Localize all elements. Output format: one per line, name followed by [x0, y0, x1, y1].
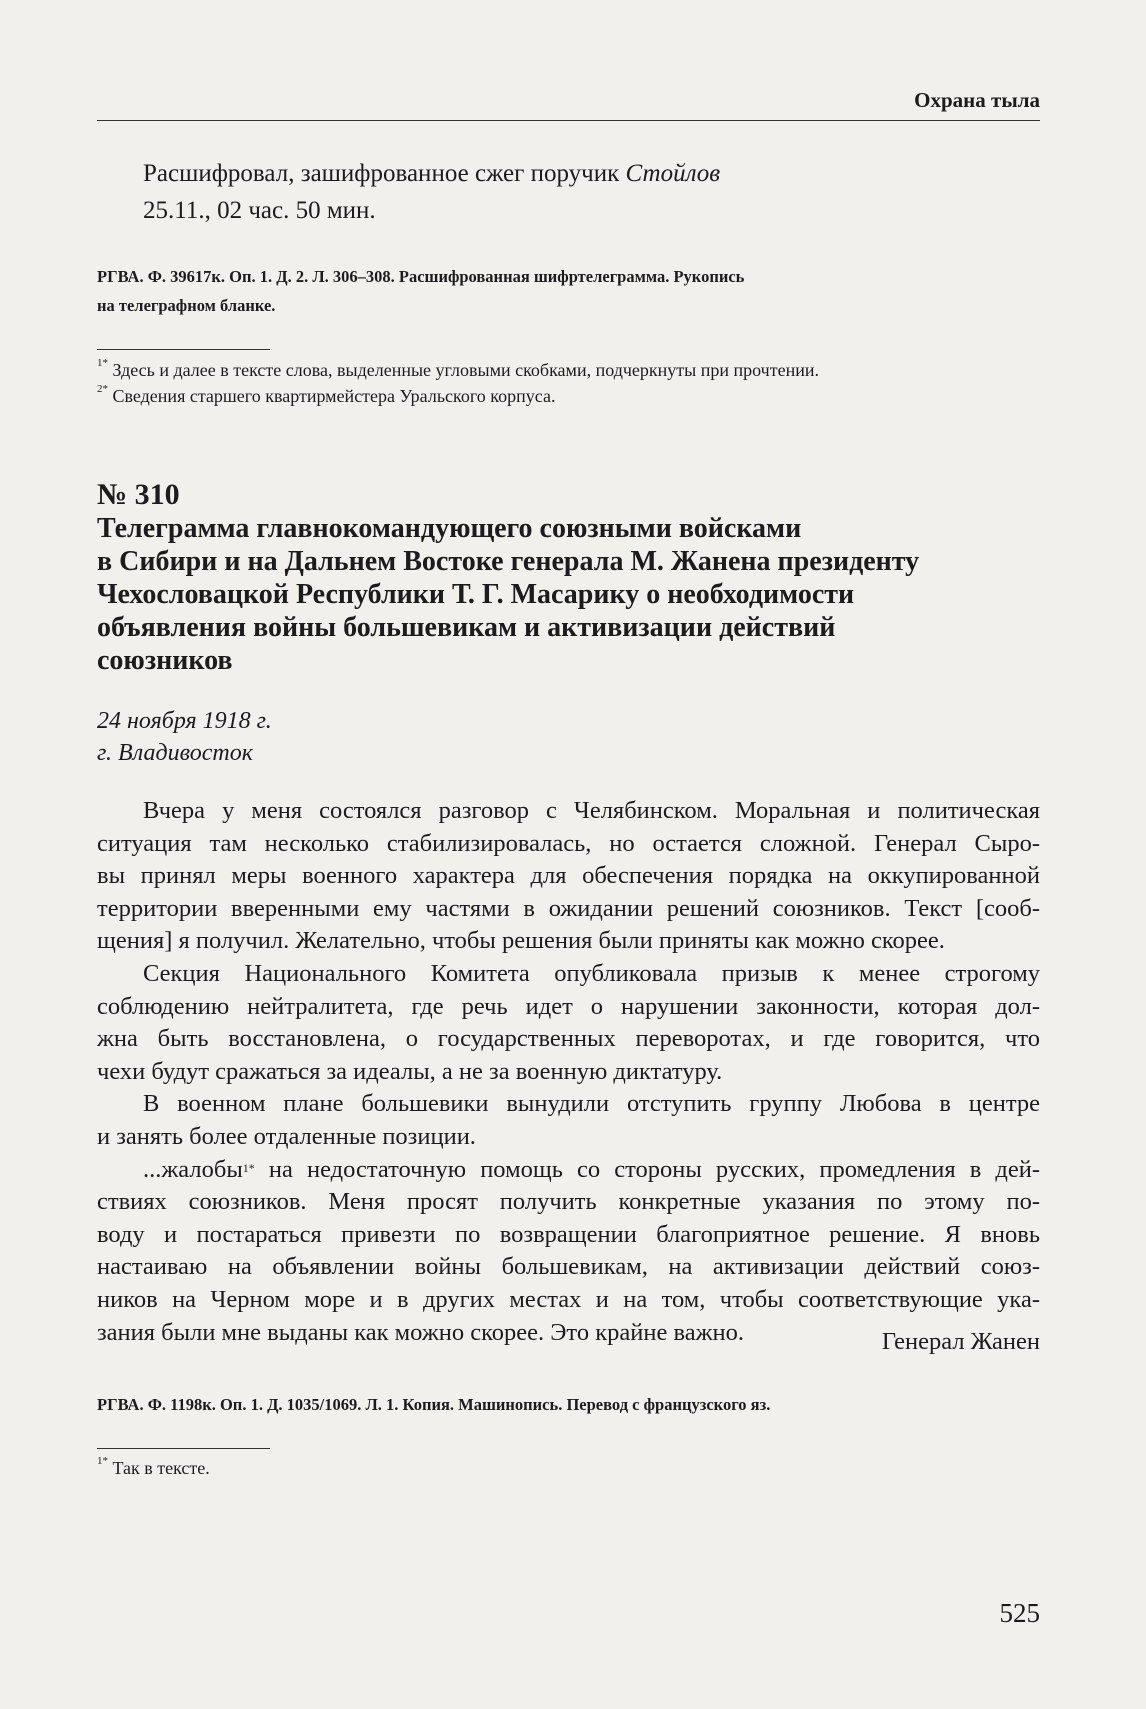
body-line: В военном плане большевики вынудили отступить группу Любова в центре — [143, 1090, 1040, 1118]
footnote-divider — [97, 1448, 270, 1449]
footnote-reference: 1* — [242, 1160, 255, 1175]
body-line: чехи будут сражаться за идеалы, а не за военную диктатуру. — [97, 1057, 723, 1085]
footnote: $^{1*}$ Здесь и далее в тексте слова, выделенные угловыми скобками, подчеркнуты при прочтении. — [97, 357, 819, 380]
document-body — [97, 795, 1040, 1349]
body-line: жна быть восстановлена, о государственных переворотах, и где говорится, что — [97, 1025, 1040, 1053]
decipher-note: Расшифровал, зашифрованное сжег поручик Стойлов — [143, 160, 721, 187]
decipher-time: 25.11., 02 час. 50 мин. — [143, 197, 376, 224]
footnote: $^{1*}$ Так в тексте. — [97, 1455, 210, 1478]
body-line: щения] я получил. Желательно, чтобы решения были приняты как можно скорее. — [97, 927, 945, 955]
decipherer-name: Стойлов — [625, 160, 721, 187]
title-line: союзников — [97, 645, 233, 676]
body-line: соблюдению нейтралитета, где речь идет о нарушении законности, которая дол- — [97, 992, 1040, 1020]
title-line: объявления войны большевикам и активизации действий — [97, 612, 836, 643]
running-header-title: Охрана тыла — [914, 88, 1040, 112]
title-line: в Сибири и на Дальнем Востоке генерала М. Жанена президенту — [97, 546, 920, 577]
signature: Генерал Жанен — [881, 1328, 1040, 1355]
archive-reference: РГВА. Ф. 1198к. Оп. 1. Д. 1035/1069. Л. 1. Копия. Машинопись. Перевод с французского яз. — [97, 1395, 771, 1414]
page-number: 525 — [999, 1598, 1040, 1628]
body-line: вы принял меры военного характера для обеспечения порядка на оккупированной — [97, 862, 1040, 890]
body-line: и занять более отдаленные позиции. — [97, 1122, 476, 1150]
title-line: Телеграмма главнокомандующего союзными войсками — [97, 513, 802, 544]
footnote-divider — [97, 349, 270, 350]
body-line: ствиях союзников. Меня просят получить конкретные указания по этому по- — [97, 1188, 1040, 1216]
body-line: ситуация там несколько стабилизировалась, но остается сложной. Генерал Сыро- — [97, 829, 1040, 857]
running-header — [97, 80, 1040, 121]
body-line: зания были мне выданы как можно скорее. Это крайне важно. — [97, 1318, 744, 1346]
title-line: Чехословацкой Республики Т. Г. Масарику о необходимости — [97, 579, 855, 610]
previous-archive-reference: РГВА. Ф. 39617к. Оп. 1. Д. 2. Л. 306–308. Расшифрованная шифртелеграмма. Рукопись на телеграфном бланке. — [97, 267, 745, 315]
document-number: № 310 — [97, 478, 180, 511]
body-line: воду и постараться привезти по возвращении благоприятное решение. Я вновь — [97, 1220, 1040, 1248]
body-line: Вчера у меня состоялся разговор с Челябинском. Моральная и политическая — [143, 797, 1040, 824]
body-line: настаиваю на объявлении войны большевикам, на активизации действий союз- — [97, 1253, 1040, 1281]
body-line: Секция Национального Комитета опубликовала призыв к менее строгому — [143, 959, 1040, 987]
document-title — [97, 512, 1057, 677]
body-line-with-footnote: ...жалобы$^{1*}$ на недостаточную помощь со стороны русских, промедления в дей- — [143, 1155, 1040, 1183]
body-line: территории вверенными ему частями в ожидании решений союзников. Текст [сооб- — [97, 894, 1040, 922]
document-date: 24 ноября 1918 г. — [97, 708, 272, 734]
document-place: г. Владивосток — [97, 740, 253, 766]
footnote: $^{2*}$ Сведения старшего квартирмейстера Уральского корпуса. — [97, 383, 556, 406]
body-line: ников на Черном море и в других местах и на том, чтобы соответствующие ука- — [97, 1285, 1040, 1313]
